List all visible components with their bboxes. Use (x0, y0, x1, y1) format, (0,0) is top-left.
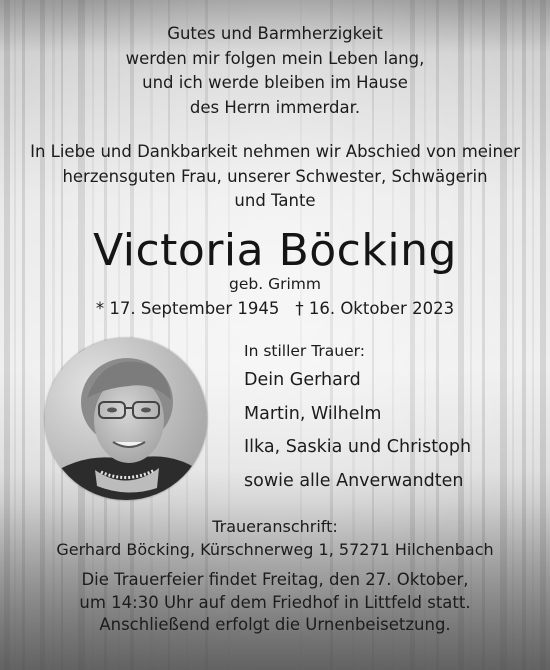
deceased-name: Victoria Böcking (93, 225, 457, 276)
bible-verse (0, 22, 550, 120)
bible-verse-line: Gutes und Barmherzigkeit (167, 24, 383, 43)
farewell-text-line: und Tante (234, 191, 316, 210)
bible-verse-line: werden mir folgen mein Leben lang, (125, 48, 425, 68)
service-info-line: um 14:30 Uhr auf dem Friedhof in Littfeld statt. (79, 592, 471, 612)
mourner-entry: sowie alle Anverwandten (244, 470, 464, 491)
birth-date: * 17. September 1945 (95, 299, 280, 318)
farewell-text-line: herzensguten Frau, unserer Schwester, Schwägerin (62, 166, 488, 186)
farewell-text-line: In Liebe und Dankbarkeit nehmen wir Abschied von meiner (30, 142, 520, 161)
service-info-line: Anschließend erfolgt die Urnenbeisetzung. (99, 615, 451, 634)
mourner-entry: Ilka, Saskia und Christoph (244, 437, 472, 457)
bible-verse-line: des Herrn immerdar. (189, 97, 361, 117)
mourners-heading: In stiller Trauer: (244, 342, 365, 360)
farewell-text (0, 140, 550, 214)
mourning-address (0, 515, 550, 561)
mourner-entry: Martin, Wilhelm (244, 403, 382, 424)
address-line: Gerhard Böcking, Kürschnerweg 1, 57271 Hilchenbach (56, 540, 494, 559)
bible-verse-line: und ich werde bleiben im Hause (142, 73, 408, 92)
service-info-line: Die Trauerfeier findet Freitag, den 27. Oktober, (81, 570, 469, 589)
funeral-service-info (0, 569, 550, 637)
portrait-image (45, 338, 207, 500)
address-label: Traueranschrift: (212, 517, 338, 536)
mourners-list (244, 340, 471, 498)
maiden-name: geb. Grimm (229, 275, 321, 293)
life-dates (0, 297, 550, 321)
death-date: † 16. Oktober 2023 (295, 299, 455, 318)
portrait-photo (45, 338, 207, 500)
mourner-entry: Dein Gerhard (244, 370, 361, 390)
